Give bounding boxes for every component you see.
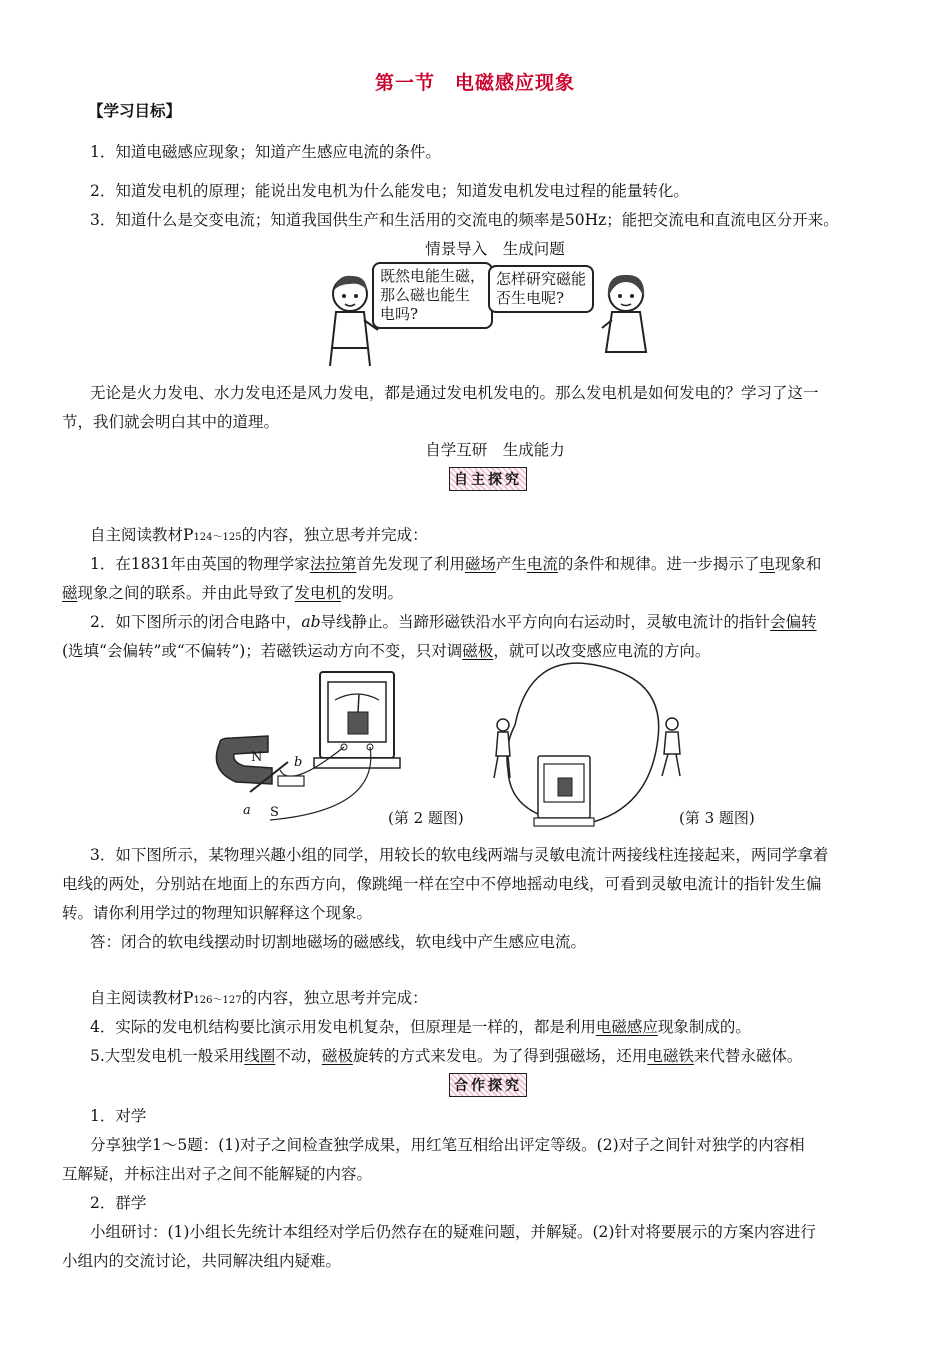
q2-wire-label: ab (301, 613, 321, 631)
intro-para-line-2: 节，我们就会明白其中的道理。 (62, 413, 280, 431)
bubble-left-line-1: 既然电能生磁， (380, 267, 486, 285)
group-study-line-1: 小组研讨：(1)小组长先统计本组经对学后仍然存在的疑难问题，并解疑。(2)针对将要展示的方案内容进行 (90, 1223, 816, 1241)
question-1-line-2 (62, 582, 403, 604)
question-5 (90, 1045, 802, 1067)
q1-text: 的条件和规律。进一步揭示了 (557, 555, 760, 573)
q2-text: ，就可以改变感应电流的方向。 (493, 642, 711, 660)
question-4 (90, 1016, 751, 1038)
bubble-right (488, 265, 594, 313)
q1-answer: 电流 (526, 555, 558, 573)
page-title: 第一节 电磁感应现象 (374, 72, 575, 94)
q2-answer: 磁极 (462, 642, 494, 660)
fig2-label-a: a (243, 803, 251, 818)
read1-suffix: 的内容，独立思考并完成： (241, 526, 428, 544)
objective-1: 1．知道电磁感应现象；知道产生感应电流的条件。 (90, 143, 441, 161)
group-study-line-2: 小组内的交流讨论，共同解决组内疑难。 (62, 1252, 342, 1270)
bubble-left-line-3: 电吗? (380, 305, 419, 323)
q2-text: 2．如下图所示的闭合电路中， (90, 613, 302, 631)
q1-answer: 发电机 (294, 584, 342, 602)
cooperation-badge: 合作探究 (449, 1073, 527, 1097)
self-study-heading: 自学互研 生成能力 (425, 441, 565, 459)
fig2-label-n: N (251, 750, 263, 765)
question-1-line-1 (90, 553, 821, 575)
pair-study-line-2: 互解疑，并标注出对子之间不能解疑的内容。 (62, 1165, 373, 1183)
bubble-left (372, 262, 493, 329)
bubble-right-line-1: 怎样研究磁能 (496, 270, 587, 288)
q4-answer: 电磁感应 (595, 1018, 658, 1036)
q1-text: 1．在1831年由英国的物理学家 (90, 555, 310, 573)
q5-answer: 电磁铁 (647, 1047, 694, 1065)
q1-answer: 法拉第 (309, 555, 357, 573)
q4-text: 4．实际的发电机结构要比演示用发电机复杂，但原理是一样的，都是利用 (90, 1018, 596, 1036)
question-2-line-1 (90, 611, 817, 633)
q2-answer: 会偏转 (770, 613, 817, 631)
q2-text: (选填“会偏转”或“不偏转”)；若磁铁运动方向不变，只对调 (62, 642, 463, 660)
read2-prefix: 自主阅读教材P (90, 989, 194, 1007)
question-2-line-2 (62, 640, 710, 662)
question-3-line-2: 电线的两处，分别站在地面上的东西方向，像跳绳一样在空中不停地摇动电线，可看到灵敏电流计的指针发生偏 (62, 875, 822, 893)
pair-study-line-1: 分享独学1～5题：(1)对子之间检查独学成果，用红笔互相给出评定等级。(2)对子之间针对独学的内容相 (90, 1136, 805, 1154)
girl-illustration (594, 268, 654, 368)
intro-heading: 情景导入 生成问题 (425, 240, 565, 258)
objective-3: 3．知道什么是交变电流；知道我国供生产和生活用的交流电的频率是50Hz；能把交流电和直流电区分开来。 (90, 211, 839, 229)
q1-answer: 磁场 (464, 555, 496, 573)
q1-text: 的发明。 (341, 584, 404, 602)
q5-text: 5.大型发电机一般采用 (90, 1047, 245, 1065)
read-instruction-2 (90, 987, 428, 1012)
objectives-heading: 【学习目标】 (88, 101, 182, 120)
question-3-line-3: 转。请你利用学过的物理知识解释这个现象。 (62, 904, 373, 922)
read-instruction-1 (90, 524, 428, 549)
q4-text: 现象制成的。 (657, 1018, 751, 1036)
self-study-badge: 自主探究 (449, 467, 527, 491)
question-3-line-1: 3．如下图所示，某物理兴趣小组的同学，用较长的软电线两端与灵敏电流计两接线柱连接起来，两同学拿着 (90, 846, 829, 864)
figure-3-diagram (490, 660, 680, 830)
fig2-label-s: S (270, 805, 279, 820)
q5-answer: 磁极 (321, 1047, 353, 1065)
intro-para-line-1: 无论是火力发电、水力发电还是风力发电，都是通过发电机发电的。那么发电机是如何发电的？学习了这一 (90, 384, 819, 402)
figure-2-diagram (210, 670, 410, 830)
q2-text: 导线静止。当蹄形磁铁沿水平方向向右运动时，灵敏电流计的指针 (320, 613, 771, 631)
q5-text: 旋转的方式来发电。为了得到强磁场，还用 (352, 1047, 648, 1065)
q1-text: 首先发现了利用 (356, 555, 465, 573)
q1-text: 产生 (495, 555, 527, 573)
q1-answer: 磁 (62, 584, 78, 602)
bubble-right-line-2: 否生电呢? (496, 289, 565, 307)
q5-text: 不动， (275, 1047, 322, 1065)
q1-text: 现象和 (774, 555, 822, 573)
figure-3-caption: (第 3 题图) (679, 809, 755, 827)
objective-2: 2．知道发电机的原理；能说出发电机为什么能发电；知道发电机发电过程的能量转化。 (90, 182, 689, 200)
read1-prefix: 自主阅读教材P (90, 526, 194, 544)
q1-text: 现象之间的联系。并由此导致了 (77, 584, 295, 602)
group-study-heading: 2．群学 (90, 1194, 147, 1212)
fig2-label-b: b (294, 755, 303, 770)
pair-study-heading: 1．对学 (90, 1107, 147, 1125)
question-3-answer: 答：闭合的软电线摆动时切割地磁场的磁感线，软电线中产生感应电流。 (90, 933, 587, 951)
q1-answer: 电 (759, 555, 775, 573)
q5-answer: 线圈 (244, 1047, 276, 1065)
bubble-left-line-2: 那么磁也能生 (380, 286, 471, 304)
read2-suffix: 的内容，独立思考并完成： (241, 989, 428, 1007)
read1-pages: 124～125 (193, 532, 242, 543)
read2-pages: 126～127 (193, 995, 242, 1006)
figure-2-caption: (第 2 题图) (388, 809, 464, 827)
q5-text: 来代替永磁体。 (693, 1047, 803, 1065)
